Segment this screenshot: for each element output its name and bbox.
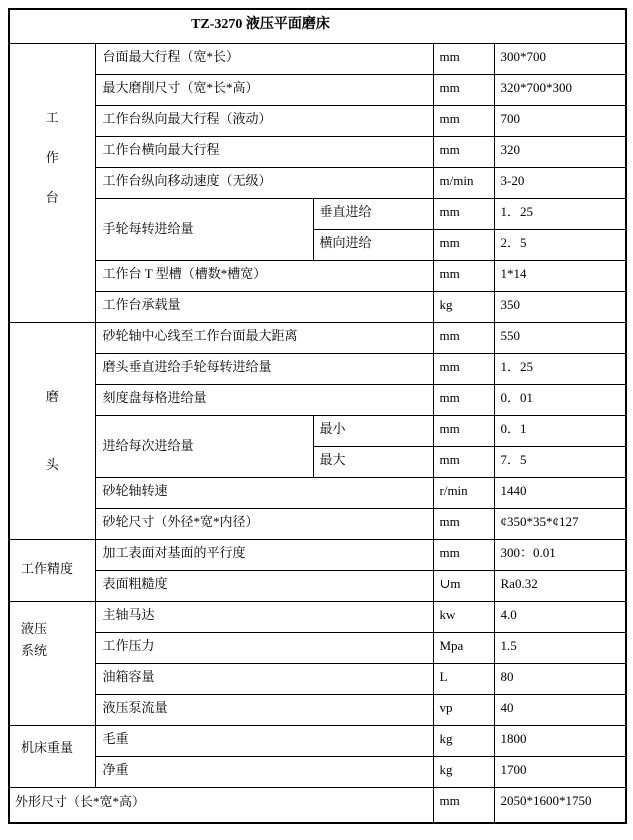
spec-row — [9, 43, 626, 74]
category-char: 工 — [45, 109, 59, 125]
param-cell: 砂轮尺寸（外径*宽*内径） — [95, 508, 433, 539]
category-label — [10, 110, 95, 206]
category-cell-grinding-head — [9, 322, 95, 539]
sub-label-cell: 最小 — [313, 415, 433, 446]
unit-cell: kw — [433, 601, 494, 632]
spec-row — [9, 787, 626, 823]
spec-row — [9, 74, 626, 105]
unit-cell: ∪m — [433, 570, 494, 601]
unit-cell: mm — [433, 43, 494, 74]
unit-cell: mm — [433, 260, 494, 291]
value-cell: 1*14 — [494, 260, 626, 291]
unit-cell: kg — [433, 725, 494, 756]
category-char: 台 — [45, 189, 59, 205]
value-cell: 3-20 — [494, 167, 626, 198]
unit-cell: mm — [433, 229, 494, 260]
spec-row — [9, 694, 626, 725]
value-cell: 7．5 — [494, 446, 626, 477]
param-cell: 磨头垂直进给手轮每转进给量 — [95, 353, 433, 384]
unit-cell: m/min — [433, 167, 494, 198]
category-label — [10, 389, 95, 473]
param-cell: 台面最大行程（宽*长） — [95, 43, 433, 74]
value-cell: 1700 — [494, 756, 626, 787]
value-cell: 700 — [494, 105, 626, 136]
unit-cell: mm — [433, 508, 494, 539]
spec-row — [9, 601, 626, 632]
param-cell: 工作压力 — [95, 632, 433, 663]
category-cell-machine-weight: 机床重量 — [9, 725, 95, 787]
unit-cell: mm — [433, 446, 494, 477]
title-row — [9, 9, 626, 43]
spec-table — [8, 8, 627, 824]
spec-row — [9, 725, 626, 756]
param-cell: 最大磨削尺寸（宽*长*高） — [95, 74, 433, 105]
unit-cell: mm — [433, 384, 494, 415]
value-cell: ¢350*35*¢127 — [494, 508, 626, 539]
value-cell: 40 — [494, 694, 626, 725]
param-group-cell: 手轮每转进给量 — [95, 198, 313, 260]
spec-row — [9, 353, 626, 384]
param-cell: 工作台纵向移动速度（无级） — [95, 167, 433, 198]
param-cell: 主轴马达 — [95, 601, 433, 632]
param-cell: 毛重 — [95, 725, 433, 756]
unit-cell: mm — [433, 322, 494, 353]
value-cell: 320 — [494, 136, 626, 167]
value-cell: 2050*1600*1750 — [494, 787, 626, 823]
param-group-cell: 进给每次进给量 — [95, 415, 313, 477]
value-cell: Ra0.32 — [494, 570, 626, 601]
sub-label-cell: 横向进给 — [313, 229, 433, 260]
value-cell: 550 — [494, 322, 626, 353]
param-cell: 油箱容量 — [95, 663, 433, 694]
value-cell: 1．25 — [494, 198, 626, 229]
unit-cell: kg — [433, 756, 494, 787]
param-cell: 砂轮轴转速 — [95, 477, 433, 508]
spec-row — [9, 198, 626, 229]
spec-row — [9, 291, 626, 322]
value-cell: 300：0.01 — [494, 539, 626, 570]
unit-cell: mm — [433, 787, 494, 823]
value-cell: 4.0 — [494, 601, 626, 632]
param-cell: 刻度盘每格进给量 — [95, 384, 433, 415]
spec-row — [9, 384, 626, 415]
value-cell: 0．1 — [494, 415, 626, 446]
param-cell: 工作台横向最大行程 — [95, 136, 433, 167]
value-cell: 1.5 — [494, 632, 626, 663]
spec-row — [9, 167, 626, 198]
category-char: 头 — [45, 456, 59, 472]
category-cell-hydraulic-system — [9, 601, 95, 725]
unit-cell: kg — [433, 291, 494, 322]
value-cell: 1800 — [494, 725, 626, 756]
sub-label-cell: 最大 — [313, 446, 433, 477]
unit-cell: L — [433, 663, 494, 694]
unit-cell: mm — [433, 105, 494, 136]
unit-cell: mm — [433, 353, 494, 384]
category-cell-worktable — [9, 43, 95, 322]
unit-cell: Mpa — [433, 632, 494, 663]
value-cell: 320*700*300 — [494, 74, 626, 105]
value-cell: 2．5 — [494, 229, 626, 260]
value-cell: 0．01 — [494, 384, 626, 415]
unit-cell: r/min — [433, 477, 494, 508]
spec-row — [9, 136, 626, 167]
unit-cell: vp — [433, 694, 494, 725]
category-line: 液压 — [21, 620, 48, 636]
unit-cell: mm — [433, 539, 494, 570]
spec-row — [9, 260, 626, 291]
spec-row — [9, 570, 626, 601]
param-cell: 工作台 T 型槽（槽数*槽宽） — [95, 260, 433, 291]
param-cell: 净重 — [95, 756, 433, 787]
spec-row — [9, 508, 626, 539]
category-char: 磨 — [45, 388, 59, 404]
spec-row — [9, 477, 626, 508]
category-cell-work-accuracy: 工作精度 — [9, 539, 95, 601]
sub-label-cell: 垂直进给 — [313, 198, 433, 229]
param-cell: 砂轮轴中心线至工作台面最大距离 — [95, 322, 433, 353]
spec-row — [9, 322, 626, 353]
spec-row — [9, 105, 626, 136]
param-cell: 液压泵流量 — [95, 694, 433, 725]
unit-cell: mm — [433, 136, 494, 167]
spec-row — [9, 756, 626, 787]
doc-title: TZ-3270 液压平面磨床 — [9, 9, 626, 43]
category-char: 作 — [45, 149, 59, 165]
param-cell: 外形尺寸（长*宽*高） — [9, 787, 433, 823]
value-cell: 1440 — [494, 477, 626, 508]
category-line: 系统 — [21, 642, 48, 658]
unit-cell: mm — [433, 415, 494, 446]
param-cell: 加工表面对基面的平行度 — [95, 539, 433, 570]
param-cell: 表面粗糙度 — [95, 570, 433, 601]
value-cell: 80 — [494, 663, 626, 694]
spec-row — [9, 415, 626, 446]
param-cell: 工作台纵向最大行程（液动） — [95, 105, 433, 136]
spec-row — [9, 539, 626, 570]
value-cell: 300*700 — [494, 43, 626, 74]
param-cell: 工作台承载量 — [95, 291, 433, 322]
spec-row — [9, 663, 626, 694]
spec-row — [9, 632, 626, 663]
value-cell: 350 — [494, 291, 626, 322]
unit-cell: mm — [433, 74, 494, 105]
document — [8, 8, 627, 824]
value-cell: 1．25 — [494, 353, 626, 384]
unit-cell: mm — [433, 198, 494, 229]
